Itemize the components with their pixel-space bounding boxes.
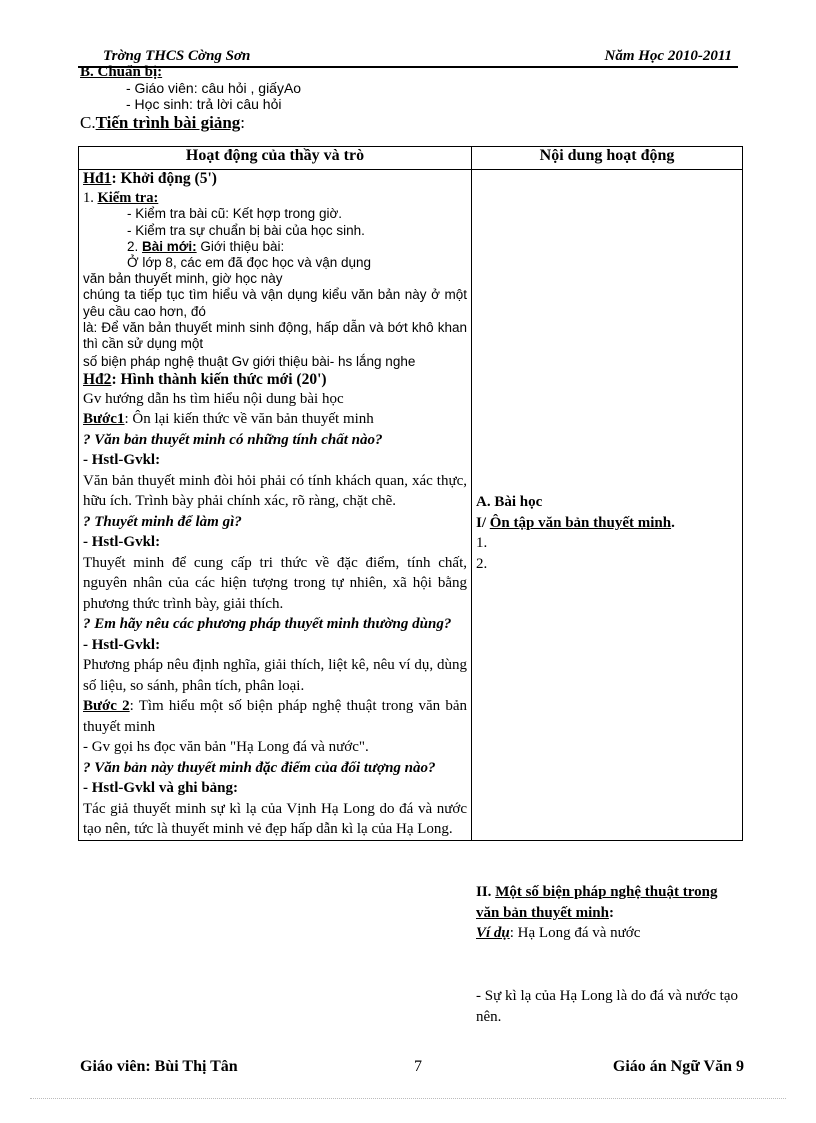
section-c-suffix: : — [240, 113, 246, 132]
section-c-heading — [80, 113, 245, 133]
part-i-label: I/ — [476, 514, 490, 531]
step1-text: : Ôn lại kiến thức về văn bản thuyết minh — [124, 411, 374, 428]
answer-label-4: - Hstl-Gvkl và ghi bảng: — [83, 780, 239, 797]
school-year: Năm Học 2010-2011 — [604, 48, 732, 64]
intro-line-5: số biện pháp nghệ thuật Gv giới thiệu bài- hs lắng nghe — [83, 354, 416, 370]
answer-label-1: - Hstl-Gvkl: — [83, 452, 161, 469]
footer-subject: Giáo án Ngữ Văn 9 — [612, 1058, 744, 1075]
kt-num: 1. — [83, 190, 94, 207]
example-text: : Hạ Long đá và nước — [509, 925, 641, 941]
content-cell — [472, 170, 743, 1025]
col-header-activities: Hoạt động của thầy và trò — [79, 147, 472, 170]
answer-4: Tác giả thuyết minh sự kì lạ của Vịnh Hạ Long do đá và nước tạo nên, tức là thuyết minh vẻ đẹp hấp dẫn kì lạ của Hạ Long. — [83, 800, 467, 838]
hd1-label: Hđ1 — [83, 170, 112, 187]
part-ii-title: Một số biện pháp nghệ thuật trong văn bản thuyết minh — [476, 884, 718, 921]
answer-3: Phương pháp nêu định nghĩa, giải thích, liệt kê, nêu ví dụ, dùng số liệu, so sánh, phân tích, phân loại. — [83, 657, 467, 694]
point-1: 1. — [476, 535, 488, 551]
question-3: ? Em hãy nêu các phương pháp thuyết minh thường dùng? — [83, 616, 452, 633]
intro-line-1: Ở lớp 8, các em đã đọc học và vận dụng — [127, 255, 372, 271]
section-c-title: Tiến trình bài giảng — [95, 113, 241, 132]
col-header-content: Nội dung hoạt động — [472, 147, 743, 170]
section-c-label: C. — [80, 113, 96, 132]
question-4: ? Văn bản này thuyết minh đặc điểm của đối tượng nào? — [83, 759, 436, 776]
activities-cell — [79, 170, 472, 841]
answer-2: Thuyết minh để cung cấp tri thức về đặc điểm, tính chất, nguyên nhân của các hiện tượng trong tự nhiên, xã hội bằng phương thức trình bày, giải thích. — [83, 554, 467, 612]
school-name: Trờng THCS Cờng Sơn — [103, 48, 251, 64]
part-i-title: Ôn tập văn bản thuyết minh — [489, 514, 672, 531]
preparation-section — [80, 64, 301, 112]
point-2: 2. — [476, 555, 488, 572]
intro-line-3: chúng ta tiếp tục tìm hiểu và vận dụng kiểu văn bản này ở một yêu cầu cao hơn, đó — [83, 287, 467, 319]
kt-title: Kiểm tra: — [97, 190, 159, 207]
guide-text: Gv hướng dẫn hs tìm hiểu nội dung bài học — [83, 390, 344, 407]
lesson-a-title: A. Bài học — [476, 494, 543, 510]
hd1-title: : Khởi động (5') — [111, 170, 217, 187]
lesson-table — [78, 146, 743, 1025]
step2-label: Bước 2 — [83, 698, 130, 715]
part-ii-label: II. — [476, 884, 496, 900]
bm-num: 2. — [127, 238, 139, 254]
hd2-label: Hđ2 — [83, 371, 112, 389]
kt-item-2: - Kiểm tra sự chuẩn bị bài của học sinh. — [127, 222, 365, 238]
preparation-title: B. Chuẩn bị: — [80, 64, 163, 80]
step2-text: : Tìm hiểu một số biện pháp nghệ thuật trong văn bản thuyết minh — [83, 698, 467, 735]
bm-title: Bài mới: — [142, 238, 197, 254]
answer-label-3: - Hstl-Gvkl: — [83, 636, 161, 653]
answer-label-2: - Hstl-Gvkl: — [83, 534, 161, 551]
question-2: ? Thuyết minh để làm gì? — [83, 513, 242, 530]
part-i-suffix: . — [671, 514, 675, 531]
answer-1: Văn bản thuyết minh đòi hỏi phải có tính khách quan, xác thực, hữu ích. Trình bày phải chính xác, rõ ràng, chặt chẽ. — [83, 472, 467, 510]
read-instruction: - Gv gọi hs đọc văn bản "Hạ Long đá và nước". — [83, 739, 369, 756]
question-1: ? Văn bản thuyết minh có những tính chất nào? — [83, 431, 383, 448]
hd2-title: : Hình thành kiến thức mới (20') — [111, 371, 327, 389]
intro-line-2: văn bản thuyết minh, giờ học này — [83, 271, 283, 287]
intro-line-4: là: Để văn bản thuyết minh sinh động, hấp dẫn và bớt khô khan thì cần sử dụng một — [83, 319, 467, 352]
bottom-dotted-line — [30, 1098, 786, 1099]
kt-item-1: - Kiểm tra bài cũ: Kết hợp trong giờ. — [127, 206, 343, 222]
prep-item-teacher: - Giáo viên: câu hỏi , giấyAo — [126, 80, 302, 96]
step1-label: Bước1 — [83, 411, 125, 428]
page-number: 7 — [414, 1058, 422, 1075]
conclusion-text: - Sự kì lạ của Hạ Long là do đá và nước tạo nên. — [476, 988, 738, 1025]
example-label: Ví dụ — [476, 925, 510, 941]
part-ii-suffix: : — [608, 904, 614, 921]
footer-teacher: Giáo viên: Bùi Thị Tân — [80, 1058, 238, 1075]
bm-text: Giới thiệu bài: — [196, 238, 285, 254]
prep-item-student: - Học sinh: trả lời câu hỏi — [126, 96, 282, 112]
